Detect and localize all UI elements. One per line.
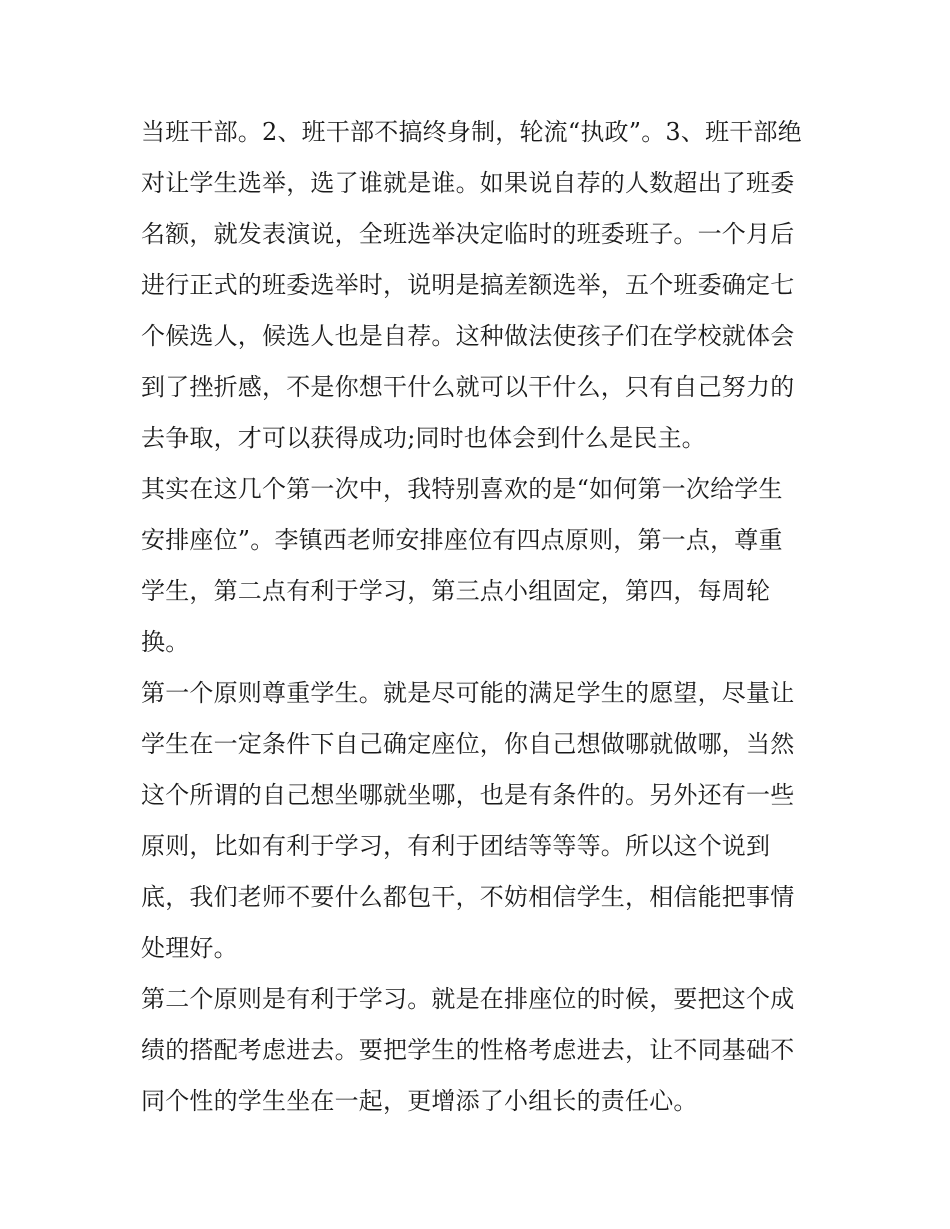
text-line: 到了挫折感，不是你想干什么就可以干什么，只有自己努力的 bbox=[141, 373, 795, 401]
text-line: 这个所谓的自己想坐哪就坐哪，也是有条件的。另外还有一些 bbox=[141, 781, 795, 809]
text-line: 第二个原则是有利于学习。就是在排座位的时候，要把这个成 bbox=[141, 985, 795, 1013]
text-line: 其实在这几个第一次中，我特别喜欢的是“如何第一次给学生 bbox=[141, 475, 783, 503]
text-line: 原则，比如有利于学习，有利于团结等等等。所以这个说到 bbox=[141, 832, 771, 860]
text-line: 对让学生选举，选了谁就是谁。如果说自荐的人数超出了班委 bbox=[141, 169, 795, 197]
text-line: 个候选人，候选人也是自荐。这种做法使孩子们在学校就体会 bbox=[141, 322, 795, 350]
text-line: 学生在一定条件下自己确定座位，你自己想做哪就做哪，当然 bbox=[141, 730, 795, 758]
text-line: 底，我们老师不要什么都包干，不妨相信学生，相信能把事情 bbox=[141, 883, 795, 911]
text-line: 第一个原则尊重学生。就是尽可能的满足学生的愿望，尽量让 bbox=[141, 679, 795, 707]
text-line: 安排座位”。李镇西老师安排座位有四点原则，第一点，尊重 bbox=[141, 526, 783, 554]
text-line: 当班干部。2、班干部不搞终身制，轮流“执政”。3、班干部绝 bbox=[141, 118, 802, 146]
text-line: 绩的搭配考虑进去。要把学生的性格考虑进去，让不同基础不 bbox=[141, 1036, 795, 1064]
text-line: 同个性的学生坐在一起，更增添了小组长的责任心。 bbox=[141, 1087, 698, 1115]
text-line: 名额，就发表演说，全班选举决定临时的班委班子。一个月后 bbox=[141, 220, 795, 248]
text-line: 换。 bbox=[141, 628, 190, 656]
text-line: 学生，第二点有利于学习，第三点小组固定，第四，每周轮 bbox=[141, 577, 771, 605]
text-line: 去争取，才可以获得成功;同时也体会到什么是民主。 bbox=[141, 424, 706, 452]
text-line: 进行正式的班委选举时，说明是搞差额选举，五个班委确定七 bbox=[141, 271, 795, 299]
text-line: 处理好。 bbox=[141, 934, 238, 962]
document-body bbox=[141, 107, 821, 1127]
